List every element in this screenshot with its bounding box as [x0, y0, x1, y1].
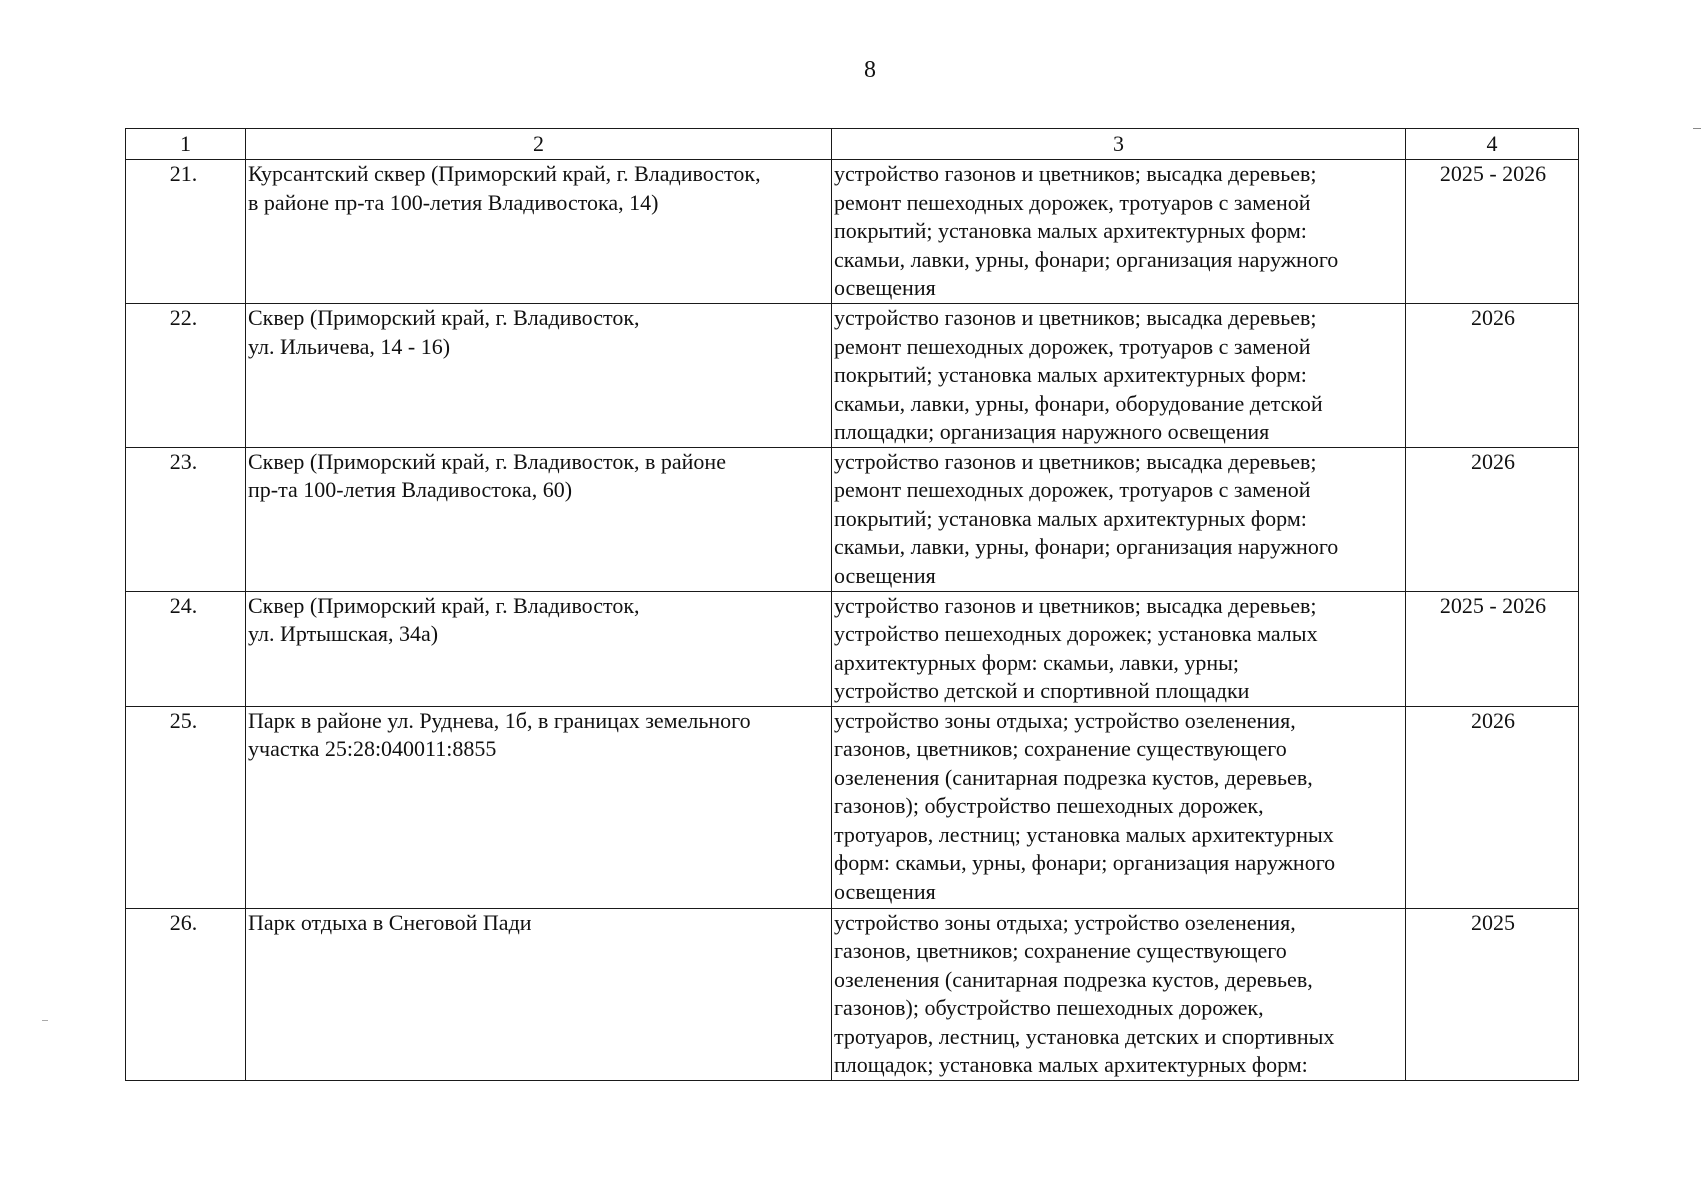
table-row	[126, 591, 1579, 706]
object-name: Парк в районе ул. Руднева, 1б, в границах земельного участка 25:28:040011:8855	[246, 706, 832, 908]
table-row	[126, 160, 1579, 304]
improvement-table	[125, 128, 1579, 1081]
implementation-years: 2025 - 2026	[1406, 160, 1579, 304]
row-number: 24.	[126, 591, 246, 706]
works-description: устройство зоны отдыха; устройство озеленения, газонов, цветников; сохранение существующего озеленения (санитарная подрезка кустов, деревьев, газонов); обустройство пешеходных дорожек, тротуаров, лестниц; установка малых архитектурных форм: скамьи, урны, фонари; организация наружного освещения	[832, 706, 1406, 908]
works-description: устройство газонов и цветников; высадка деревьев; ремонт пешеходных дорожек, тротуаров с заменой покрытий; установка малых архитектурных форм: скамьи, лавки, урны, фонари, оборудование детской площадки; организация наружного освещения	[832, 304, 1406, 448]
implementation-years: 2026	[1406, 304, 1579, 448]
row-number: 25.	[126, 706, 246, 908]
object-name: Сквер (Приморский край, г. Владивосток, ул. Иртышская, 34а)	[246, 591, 832, 706]
row-number: 26.	[126, 908, 246, 1080]
row-number: 21.	[126, 160, 246, 304]
object-name: Сквер (Приморский край, г. Владивосток, ул. Ильичева, 14 - 16)	[246, 304, 832, 448]
implementation-years: 2025	[1406, 908, 1579, 1080]
object-name: Парк отдыха в Снеговой Пади	[246, 908, 832, 1080]
table-row	[126, 908, 1579, 1080]
header-col-4: 4	[1406, 129, 1579, 160]
implementation-years: 2025 - 2026	[1406, 591, 1579, 706]
works-description: устройство газонов и цветников; высадка деревьев; устройство пешеходных дорожек; установка малых архитектурных форм: скамьи, лавки, урны; устройство детской и спортивной площадки	[832, 591, 1406, 706]
table-row	[126, 706, 1579, 908]
object-name: Сквер (Приморский край, г. Владивосток, в районе пр-та 100-летия Владивостока, 60)	[246, 447, 832, 591]
header-col-1: 1	[126, 129, 246, 160]
header-col-2: 2	[246, 129, 832, 160]
row-number: 23.	[126, 447, 246, 591]
object-name: Курсантский сквер (Приморский край, г. Владивосток, в районе пр-та 100-летия Владивостока, 14)	[246, 160, 832, 304]
works-description: устройство газонов и цветников; высадка деревьев; ремонт пешеходных дорожек, тротуаров с заменой покрытий; установка малых архитектурных форм: скамьи, лавки, урны, фонари; организация наружного освещения	[832, 447, 1406, 591]
implementation-years: 2026	[1406, 447, 1579, 591]
table-row	[126, 447, 1579, 591]
table-row	[126, 304, 1579, 448]
implementation-years: 2026	[1406, 706, 1579, 908]
works-description: устройство газонов и цветников; высадка деревьев; ремонт пешеходных дорожек, тротуаров с заменой покрытий; установка малых архитектурных форм: скамьи, лавки, урны, фонари; организация наружного освещения	[832, 160, 1406, 304]
table-header-row	[126, 129, 1579, 160]
row-number: 22.	[126, 304, 246, 448]
scan-edge-mark	[42, 1020, 48, 1021]
header-col-3: 3	[832, 129, 1406, 160]
scan-edge-mark	[1693, 128, 1701, 129]
page-number: 8	[864, 57, 876, 83]
works-description: устройство зоны отдыха; устройство озеленения, газонов, цветников; сохранение существующего озеленения (санитарная подрезка кустов, деревьев, газонов); обустройство пешеходных дорожек, тротуаров, лестниц, установка детских и спортивных площадок; установка малых архитектурных форм:	[832, 908, 1406, 1080]
